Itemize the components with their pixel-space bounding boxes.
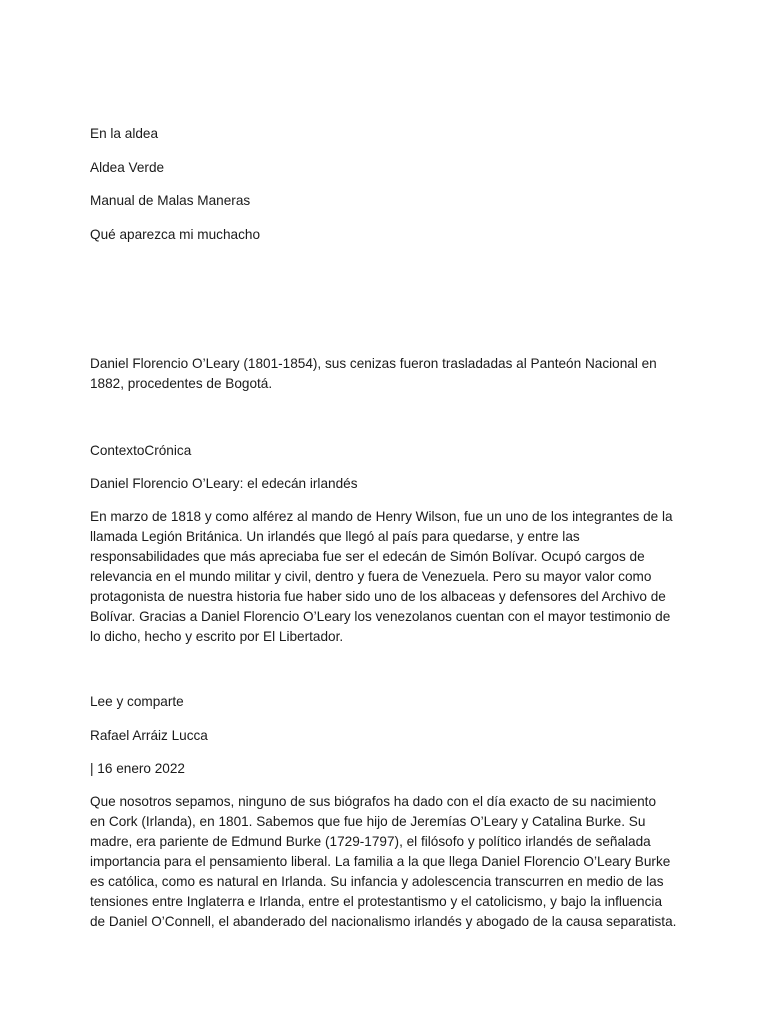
body-line: de Daniel O’Connell, el abanderado del nacionalismo irlandés y abogado de la causa separatista. bbox=[90, 914, 677, 929]
article-headline: Daniel Florencio O’Leary: el edecán irlandés bbox=[90, 476, 358, 491]
summary-line: Bolívar. Gracias a Daniel Florencio O’Leary los venezolanos cuentan con el mayor testimonio de bbox=[90, 609, 671, 624]
body-line: importancia para el pensamiento liberal. La familia a la que llega Daniel Florencio O’Leary Burke bbox=[90, 854, 671, 869]
body-line: es católica, como es natural en Irlanda. Su infancia y adolescencia transcurren en medio de las bbox=[90, 874, 664, 889]
summary-line: lo dicho, hecho y escrito por El Libertador. bbox=[90, 629, 344, 644]
summary-line: responsabilidades que más apreciaba fue ser el edecán de Simón Bolívar. Ocupó cargos de bbox=[90, 549, 645, 564]
summary-line: En marzo de 1818 y como alférez al mando de Henry Wilson, fue un uno de los integrantes de la bbox=[90, 509, 673, 524]
line-que-aparezca: Qué aparezca mi muchacho bbox=[90, 227, 261, 242]
body-line: tensiones entre Inglaterra e Irlanda, entre el protestantismo y el catolicismo, y bajo la influencia bbox=[90, 894, 662, 909]
summary-line: relevancia en el mundo militar y civil, dentro y fuera de Venezuela. Pero su mayor valor como bbox=[90, 569, 652, 584]
share-label: Lee y comparte bbox=[90, 694, 184, 709]
line-en-la-aldea: En la aldea bbox=[90, 126, 159, 141]
line-manual: Manual de Malas Maneras bbox=[90, 193, 251, 208]
summary-line: protagonista de nuestra historia fue haber sido uno de los albaceas y defensores del Archivo de bbox=[90, 589, 666, 604]
line-aldea-verde: Aldea Verde bbox=[90, 160, 165, 175]
body-line: madre, era pariente de Edmund Burke (1729-1797), el filósofo y político irlandés de señalada bbox=[90, 834, 651, 849]
body-line: Que nosotros sepamos, ninguno de sus biógrafos ha dado con el día exacto de su nacimiento bbox=[90, 794, 657, 809]
summary-line: llamada Legión Británica. Un irlandés que llegó al país para quedarse, y entre las bbox=[90, 529, 580, 544]
intro-paragraph bbox=[90, 354, 690, 394]
section-label: ContextoCrónica bbox=[90, 443, 192, 458]
body-paragraph bbox=[90, 792, 690, 932]
body-line: en Cork (Irlanda), en 1801. Sabemos que fue hijo de Jeremías O’Leary y Catalina Burke. Su bbox=[90, 814, 646, 829]
summary-paragraph bbox=[90, 507, 690, 647]
publish-date: | 16 enero 2022 bbox=[90, 761, 185, 776]
intro-line: 1882, procedentes de Bogotá. bbox=[90, 376, 273, 391]
intro-line: Daniel Florencio O’Leary (1801-1854), sus cenizas fueron trasladadas al Panteón Nacional en bbox=[90, 356, 657, 371]
author-name: Rafael Arráiz Lucca bbox=[90, 728, 208, 743]
